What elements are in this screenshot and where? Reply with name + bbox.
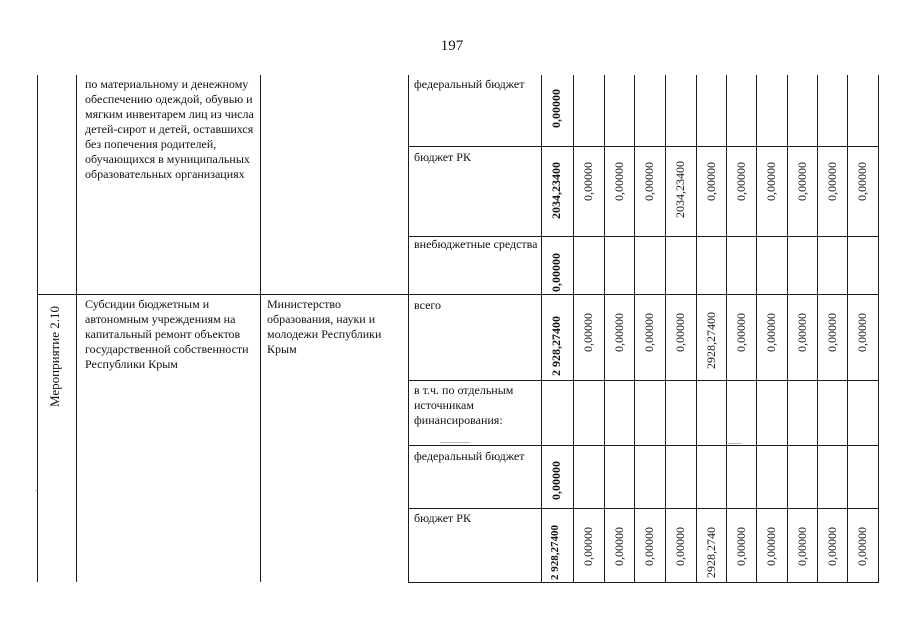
column-divider <box>726 75 727 582</box>
executor: Министерство образования, науки и молодежи Республики Крым <box>267 297 382 356</box>
year-value: 0,00000 <box>795 162 809 201</box>
year-value: 0,00000 <box>581 162 595 201</box>
year-value: 0,00000 <box>764 313 778 352</box>
column-divider <box>817 75 818 582</box>
year-value: 0,00000 <box>795 313 809 352</box>
column-divider <box>408 75 409 582</box>
table-border-bottom <box>408 582 879 583</box>
year-value: 0,00000 <box>612 162 626 201</box>
year-value: 0,00000 <box>642 162 656 201</box>
year-value: 0,00000 <box>642 527 656 566</box>
year-value: 0,00000 <box>764 162 778 201</box>
row-divider <box>408 508 879 509</box>
year-value: 0,00000 <box>855 313 869 352</box>
year-value: 0,00000 <box>581 313 595 352</box>
column-divider <box>76 75 77 582</box>
column-divider <box>665 75 666 582</box>
total-value: 0,00000 <box>549 89 563 128</box>
year-value: 0,00000 <box>673 527 687 566</box>
table-border-right <box>878 75 879 582</box>
total-value: 0,00000 <box>549 461 563 500</box>
year-value: 0,00000 <box>612 313 626 352</box>
table-border-left <box>37 75 38 582</box>
year-value: 0,00000 <box>764 527 778 566</box>
total-value: 2 928,27400 <box>549 316 563 376</box>
column-divider <box>634 75 635 582</box>
measure-code: Мероприятие 2.10 <box>47 306 62 407</box>
source-label: бюджет РК <box>414 150 471 164</box>
scan-mark <box>728 443 742 444</box>
year-value: 0,00000 <box>612 527 626 566</box>
row-divider <box>408 445 879 446</box>
year-value: 0,00000 <box>825 527 839 566</box>
year-value: 2034,23400 <box>673 161 687 218</box>
year-value: 0,00000 <box>855 527 869 566</box>
source-label: в т.ч. по отдельным источникам финансирования: <box>414 383 514 427</box>
column-divider <box>787 75 788 582</box>
year-value: 0,00000 <box>581 527 595 566</box>
column-divider <box>696 75 697 582</box>
year-value: 0,00000 <box>795 527 809 566</box>
year-value: 2928,2740 <box>704 527 718 578</box>
page-number: 197 <box>440 38 464 54</box>
scan-mark <box>35 490 38 491</box>
total-value: 0,00000 <box>549 253 563 292</box>
row-divider <box>408 380 879 381</box>
column-divider <box>604 75 605 582</box>
row-divider <box>408 146 879 147</box>
year-value: 2928,27400 <box>704 312 718 369</box>
source-label: федеральный бюджет <box>414 77 525 91</box>
year-value: 0,00000 <box>825 162 839 201</box>
source-label: внебюджетные средства <box>414 237 538 251</box>
source-label: федеральный бюджет <box>414 449 525 463</box>
year-value: 0,00000 <box>734 527 748 566</box>
year-value: 0,00000 <box>734 313 748 352</box>
year-value: 0,00000 <box>673 313 687 352</box>
year-value: 0,00000 <box>855 162 869 201</box>
year-value: 0,00000 <box>825 313 839 352</box>
total-value: 2034,23400 <box>549 162 563 219</box>
year-value: 0,00000 <box>704 162 718 201</box>
total-value: 2 928,27400 <box>549 525 561 580</box>
column-divider <box>260 75 261 582</box>
source-label: всего <box>414 298 442 312</box>
column-divider <box>756 75 757 582</box>
source-label: бюджет РК <box>414 511 471 525</box>
measure-description: Субсидии бюджетным и автономным учреждениям на капитальный ремонт объектов государственной собственности Республики Крым <box>85 297 249 371</box>
column-divider <box>573 75 574 582</box>
year-value: 0,00000 <box>734 162 748 201</box>
column-divider <box>847 75 848 582</box>
column-divider <box>541 75 542 582</box>
scan-mark <box>440 442 470 443</box>
measure-description: по материальному и денежному обеспечению одеждой, обувью и мягким инвентарем лиц из числа детей-сирот и детей, оставшихся без попечения родителей, обучающихся в муниципальных образовательных организациях <box>85 77 254 181</box>
row-divider <box>37 294 879 295</box>
year-value: 0,00000 <box>642 313 656 352</box>
